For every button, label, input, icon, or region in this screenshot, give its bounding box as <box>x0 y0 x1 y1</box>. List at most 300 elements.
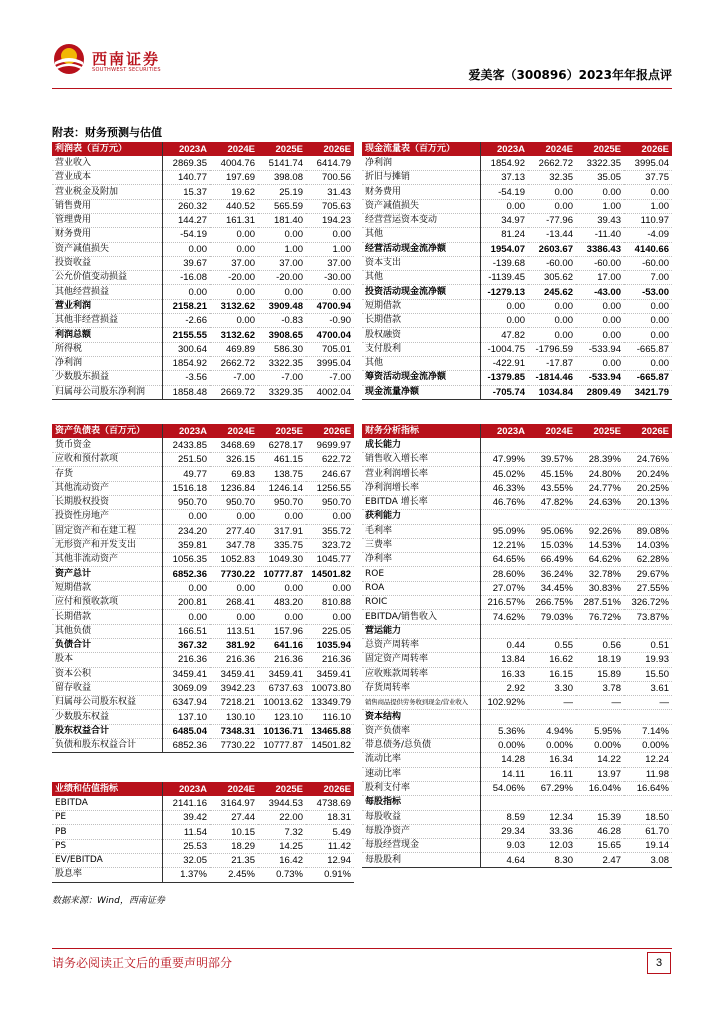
row-value: 36.24% <box>528 567 576 581</box>
footer-disclaimer: 请务必阅读正文后的重要声明部分 <box>52 956 233 970</box>
row-value: 116.10 <box>306 710 354 724</box>
row-value: -533.94 <box>576 371 624 385</box>
row-value: 46.76% <box>480 495 528 509</box>
logo-sun-icon <box>52 42 86 76</box>
row-value: 216.36 <box>258 653 306 667</box>
row-value: 0.00 <box>258 510 306 524</box>
row-label: 负债和股东权益合计 <box>52 739 162 753</box>
row-value: 4700.04 <box>306 328 354 342</box>
row-value: 24.80% <box>576 467 624 481</box>
row-value: 5.49 <box>306 825 354 839</box>
row-label: 固定资产和在建工程 <box>52 524 162 538</box>
row-value: 46.33% <box>480 481 528 495</box>
row-value: 0.51 <box>624 638 672 652</box>
row-label: 折旧与摊销 <box>362 171 480 185</box>
year-header: 2026E <box>306 782 354 796</box>
table-row <box>362 328 672 342</box>
row-value: 0.00 <box>210 285 258 299</box>
table-row <box>52 710 354 724</box>
row-value: -11.40 <box>576 228 624 242</box>
row-value <box>480 438 528 452</box>
row-value: 4004.76 <box>210 156 258 170</box>
row-value: 216.57% <box>480 596 528 610</box>
row-label: 资本结构 <box>362 710 480 724</box>
row-value: 950.70 <box>258 495 306 509</box>
row-label: 长期借款 <box>52 610 162 624</box>
row-value: 95.06% <box>528 524 576 538</box>
year-header: 2025E <box>258 424 306 438</box>
table-row <box>362 356 672 370</box>
row-value: 110.97 <box>624 213 672 227</box>
table-row <box>362 710 672 724</box>
row-value: 67.29% <box>528 781 576 795</box>
row-label: 投资性房地产 <box>52 510 162 524</box>
table-row <box>362 524 672 538</box>
table-row <box>362 824 672 838</box>
row-value: 3459.41 <box>210 667 258 681</box>
table-row <box>362 724 672 738</box>
row-value: 12.94 <box>306 853 354 867</box>
row-value: -139.68 <box>480 256 528 270</box>
row-label: EBITDA 增长率 <box>362 495 480 509</box>
table-row <box>362 739 672 753</box>
row-value: 7.32 <box>258 825 306 839</box>
table-row <box>362 495 672 509</box>
row-value: 700.56 <box>306 171 354 185</box>
row-value: 11.98 <box>624 767 672 781</box>
row-value: 64.65% <box>480 553 528 567</box>
row-value: 2603.67 <box>528 242 576 256</box>
row-value: 0.00% <box>480 739 528 753</box>
year-header: 2024E <box>210 142 258 156</box>
row-value: -54.19 <box>480 185 528 199</box>
row-value: 3132.62 <box>210 299 258 313</box>
row-value: 138.75 <box>258 467 306 481</box>
row-value <box>528 710 576 724</box>
table-row <box>362 753 672 767</box>
row-label: 资产总计 <box>52 567 162 581</box>
row-value: 246.67 <box>306 467 354 481</box>
row-value: 1236.84 <box>210 481 258 495</box>
row-value: 0.00 <box>528 299 576 313</box>
row-value: 0.00 <box>162 242 210 256</box>
row-value: 3.61 <box>624 681 672 695</box>
table-row <box>362 171 672 185</box>
row-label: 净利润 <box>362 156 480 170</box>
row-value: -13.44 <box>528 228 576 242</box>
row-value: 3909.48 <box>258 299 306 313</box>
row-label: 长期股权投资 <box>52 495 162 509</box>
row-value: 6278.17 <box>258 438 306 452</box>
row-value: -77.96 <box>528 213 576 227</box>
table-row <box>52 185 354 199</box>
cashflow-statement-table <box>362 142 672 400</box>
row-value: 0.00 <box>480 314 528 328</box>
row-value: 9.03 <box>480 839 528 853</box>
year-header: 2025E <box>576 424 624 438</box>
row-value: 0.00 <box>162 510 210 524</box>
row-value: 11.42 <box>306 839 354 853</box>
row-value: -2.66 <box>162 314 210 328</box>
row-label: 带息债务/总负债 <box>362 739 480 753</box>
row-value: 225.05 <box>306 624 354 638</box>
row-label: 其他非经营损益 <box>52 314 162 328</box>
table-row <box>52 213 354 227</box>
row-value: 0.00 <box>624 314 672 328</box>
row-value: 45.02% <box>480 467 528 481</box>
row-value: 0.00 <box>624 185 672 199</box>
row-value: 16.34 <box>528 753 576 767</box>
row-label: 利润总额 <box>52 328 162 342</box>
table-row <box>52 342 354 356</box>
row-value: 24.63% <box>576 495 624 509</box>
row-value: 11.54 <box>162 825 210 839</box>
row-value: 39.43 <box>576 213 624 227</box>
row-label: 营业成本 <box>52 171 162 185</box>
row-value <box>576 796 624 810</box>
row-value: 0.00 <box>480 199 528 213</box>
row-label: 经营营运资本变动 <box>362 213 480 227</box>
row-label: 长期借款 <box>362 314 480 328</box>
row-label: 每股净资产 <box>362 824 480 838</box>
row-value: 440.52 <box>210 199 258 213</box>
row-value: 1052.83 <box>210 553 258 567</box>
year-header: 2023A <box>480 424 528 438</box>
table-row <box>52 371 354 385</box>
table-row <box>52 299 354 313</box>
row-value: 2662.72 <box>528 156 576 170</box>
row-label: 留存收益 <box>52 681 162 695</box>
row-value: 1854.92 <box>480 156 528 170</box>
year-header: 2024E <box>210 782 258 796</box>
table-row <box>52 653 354 667</box>
row-value: 92.26% <box>576 524 624 538</box>
table-row <box>362 314 672 328</box>
row-value: 7730.22 <box>210 739 258 753</box>
row-label: 应付和预收款项 <box>52 596 162 610</box>
row-label: EV/EBITDA <box>52 853 162 867</box>
table-row <box>362 271 672 285</box>
row-label: EBITDA <box>52 796 162 810</box>
row-value: 0.44 <box>480 638 528 652</box>
row-value: 17.00 <box>576 271 624 285</box>
row-label: 其他流动资产 <box>52 481 162 495</box>
row-value: 0.00 <box>210 610 258 624</box>
row-value: 3421.79 <box>624 385 672 399</box>
row-label: ROA <box>362 581 480 595</box>
table-row <box>52 467 354 481</box>
row-value: 16.11 <box>528 767 576 781</box>
table-row <box>362 385 672 399</box>
row-label: 营运能力 <box>362 624 480 638</box>
row-value: 950.70 <box>210 495 258 509</box>
row-value: 54.06% <box>480 781 528 795</box>
row-label: 财务费用 <box>52 228 162 242</box>
row-value: 39.67 <box>162 256 210 270</box>
row-value: 5.36% <box>480 724 528 738</box>
row-label: 资本公积 <box>52 667 162 681</box>
row-value: 9699.97 <box>306 438 354 452</box>
row-value: 47.99% <box>480 453 528 467</box>
row-value: 0.56 <box>576 638 624 652</box>
row-label: 资本支出 <box>362 256 480 270</box>
row-value: 13.97 <box>576 767 624 781</box>
page-number: 3 <box>647 952 671 974</box>
row-value: 0.00 <box>576 328 624 342</box>
table-row <box>362 567 672 581</box>
row-value: 19.14 <box>624 839 672 853</box>
row-value: -665.87 <box>624 342 672 356</box>
row-label: 每股指标 <box>362 796 480 810</box>
table-row <box>52 438 354 452</box>
row-value: 14.53% <box>576 538 624 552</box>
row-value: 2.92 <box>480 681 528 695</box>
row-value: -53.00 <box>624 285 672 299</box>
row-label: 其他负债 <box>52 624 162 638</box>
year-header: 2026E <box>624 142 672 156</box>
row-label: 获利能力 <box>362 510 480 524</box>
valuation-table <box>52 782 354 883</box>
row-value: 3.08 <box>624 853 672 867</box>
table-row <box>52 271 354 285</box>
row-value: 13465.88 <box>306 724 354 738</box>
row-value: — <box>576 696 624 710</box>
row-value: -705.74 <box>480 385 528 399</box>
row-value: 14.03% <box>624 538 672 552</box>
row-value: 2158.21 <box>162 299 210 313</box>
row-value: -1796.59 <box>528 342 576 356</box>
row-value: 10.15 <box>210 825 258 839</box>
row-value: 14.25 <box>258 839 306 853</box>
row-value: 3944.53 <box>258 796 306 810</box>
row-label: 无形资产和开发支出 <box>52 538 162 552</box>
row-value: 1.00 <box>306 242 354 256</box>
row-label: 每股经营现金 <box>362 839 480 853</box>
row-value: 0.00 <box>162 285 210 299</box>
row-label: 筹资活动现金流净额 <box>362 371 480 385</box>
table-row <box>52 638 354 652</box>
row-value: 3322.35 <box>258 356 306 370</box>
row-label: 经营活动现金流净额 <box>362 242 480 256</box>
row-value: 13349.79 <box>306 696 354 710</box>
row-value: -7.00 <box>306 371 354 385</box>
table-row <box>52 453 354 467</box>
row-value: -60.00 <box>624 256 672 270</box>
table-row <box>362 299 672 313</box>
year-header: 2024E <box>528 424 576 438</box>
row-label: 负债合计 <box>52 638 162 652</box>
row-value: 0.00 <box>210 510 258 524</box>
row-value: 2.45% <box>210 868 258 882</box>
row-value: -60.00 <box>528 256 576 270</box>
year-header: 2024E <box>210 424 258 438</box>
table-header-row <box>362 142 672 156</box>
table-row <box>362 199 672 213</box>
table-row <box>362 285 672 299</box>
row-label: 营业利润 <box>52 299 162 313</box>
table-row <box>52 524 354 538</box>
row-label: 公允价值变动损益 <box>52 271 162 285</box>
row-value: 0.91% <box>306 868 354 882</box>
row-value: 2662.72 <box>210 356 258 370</box>
row-label: 所得税 <box>52 342 162 356</box>
row-value: 0.00 <box>306 510 354 524</box>
row-value: 0.00 <box>258 610 306 624</box>
table-row <box>52 853 354 867</box>
row-label: 销售商品提供劳务收到现金/营业收入 <box>362 696 480 710</box>
row-label: 资产减值损失 <box>52 242 162 256</box>
row-value: 113.51 <box>210 624 258 638</box>
row-value: 7730.22 <box>210 567 258 581</box>
row-label: 销售收入增长率 <box>362 453 480 467</box>
year-header: 2023A <box>162 424 210 438</box>
row-label: 总资产周转率 <box>362 638 480 652</box>
year-header: 2025E <box>258 142 306 156</box>
row-label: 应收账款周转率 <box>362 667 480 681</box>
row-value: 323.72 <box>306 538 354 552</box>
table-row <box>362 467 672 481</box>
row-value: 69.83 <box>210 467 258 481</box>
row-value: 335.75 <box>258 538 306 552</box>
row-value: 7.14% <box>624 724 672 738</box>
row-value: 0.55 <box>528 638 576 652</box>
row-value: 0.00 <box>210 581 258 595</box>
row-label: 营业税金及附加 <box>52 185 162 199</box>
row-value: 6414.79 <box>306 156 354 170</box>
row-value <box>576 510 624 524</box>
row-value: 0.00% <box>528 739 576 753</box>
row-label: PS <box>52 839 162 853</box>
balance-sheet-table <box>52 424 354 753</box>
row-value: 1256.55 <box>306 481 354 495</box>
row-value: -4.09 <box>624 228 672 242</box>
header-divider <box>52 88 672 89</box>
row-value: 28.60% <box>480 567 528 581</box>
row-value: 3164.97 <box>210 796 258 810</box>
row-value: 0.00 <box>480 299 528 313</box>
report-title: 爱美客（300896）2023年年报点评 <box>468 68 672 82</box>
row-value: -533.94 <box>576 342 624 356</box>
row-label: 每股收益 <box>362 810 480 824</box>
table-row <box>362 653 672 667</box>
company-logo <box>52 40 212 78</box>
row-value: 15.39 <box>576 810 624 824</box>
row-value: 32.78% <box>576 567 624 581</box>
table-row <box>52 839 354 853</box>
row-value: 0.00% <box>576 739 624 753</box>
row-value <box>624 710 672 724</box>
row-label: ROIC <box>362 596 480 610</box>
table-row <box>52 739 354 753</box>
table-row <box>362 596 672 610</box>
row-value: 95.09% <box>480 524 528 538</box>
row-label: 净利率 <box>362 553 480 567</box>
row-label: 现金流量净额 <box>362 385 480 399</box>
row-value: 326.72% <box>624 596 672 610</box>
row-value: 10013.62 <box>258 696 306 710</box>
row-value: 79.03% <box>528 610 576 624</box>
row-value: 3329.35 <box>258 385 306 399</box>
row-label: 管理费用 <box>52 213 162 227</box>
row-value: -43.00 <box>576 285 624 299</box>
row-value <box>576 624 624 638</box>
table-row <box>52 796 354 810</box>
row-label: 投资活动现金流净额 <box>362 285 480 299</box>
table-row <box>52 610 354 624</box>
row-value: 3459.41 <box>258 667 306 681</box>
row-value: 4738.69 <box>306 796 354 810</box>
row-label: 短期借款 <box>52 581 162 595</box>
row-value: 49.77 <box>162 467 210 481</box>
row-value: 43.55% <box>528 481 576 495</box>
row-value <box>576 438 624 452</box>
row-value <box>480 624 528 638</box>
row-label: 营业收入 <box>52 156 162 170</box>
appendix-title: 附表：财务预测与估值 <box>52 126 162 139</box>
table-title: 财务分析指标 <box>362 424 480 438</box>
logo-text-cn: 西南证券 <box>92 50 161 68</box>
row-value: 3995.04 <box>306 356 354 370</box>
row-value: 1.37% <box>162 868 210 882</box>
row-value <box>624 796 672 810</box>
row-value: 3386.43 <box>576 242 624 256</box>
row-value: 0.00 <box>528 199 576 213</box>
row-value: 326.15 <box>210 453 258 467</box>
table-row <box>52 510 354 524</box>
row-label: 销售费用 <box>52 199 162 213</box>
row-value: 1516.18 <box>162 481 210 495</box>
row-value: 398.08 <box>258 171 306 185</box>
row-value: 0.00 <box>528 314 576 328</box>
row-value: 61.70 <box>624 824 672 838</box>
year-header: 2026E <box>624 424 672 438</box>
row-value: 2669.72 <box>210 385 258 399</box>
row-value: 27.55% <box>624 581 672 595</box>
table-row <box>362 156 672 170</box>
row-value: 27.44 <box>210 811 258 825</box>
row-value: -7.00 <box>258 371 306 385</box>
row-value: 18.31 <box>306 811 354 825</box>
row-value: -54.19 <box>162 228 210 242</box>
row-value: 37.75 <box>624 171 672 185</box>
row-value: 0.00 <box>528 185 576 199</box>
row-value: -60.00 <box>576 256 624 270</box>
row-value: 123.10 <box>258 710 306 724</box>
row-value <box>480 710 528 724</box>
row-value: 461.15 <box>258 453 306 467</box>
row-value: 47.82% <box>528 495 576 509</box>
row-value <box>528 624 576 638</box>
logo-text-en: SOUTHWEST SECURITIES <box>92 67 161 73</box>
row-value: — <box>528 696 576 710</box>
table-row <box>52 811 354 825</box>
row-value: 287.51% <box>576 596 624 610</box>
row-value: 197.69 <box>210 171 258 185</box>
income-statement-table <box>52 142 354 400</box>
row-value: 6852.36 <box>162 739 210 753</box>
table-row <box>362 810 672 824</box>
row-value: 24.77% <box>576 481 624 495</box>
row-value: 0.00 <box>624 356 672 370</box>
row-label: 货币资金 <box>52 438 162 452</box>
row-value: 3322.35 <box>576 156 624 170</box>
row-value: 0.00 <box>576 299 624 313</box>
table-title: 业绩和估值指标 <box>52 782 162 796</box>
row-value: 0.00 <box>162 610 210 624</box>
table-row <box>52 553 354 567</box>
row-value: 200.81 <box>162 596 210 610</box>
row-label: 其他 <box>362 271 480 285</box>
